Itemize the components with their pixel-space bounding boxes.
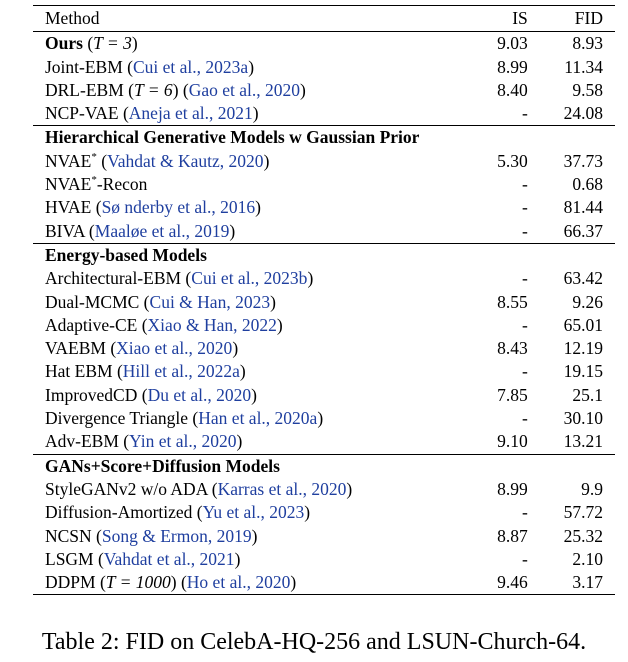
is-value: - xyxy=(521,314,528,335)
citation-link: Sø nderby et al., 2016 xyxy=(101,197,256,218)
citation-close: ) xyxy=(252,103,259,124)
citation-close: ) xyxy=(229,220,236,241)
citation-close: ) xyxy=(300,79,306,100)
results-table-body xyxy=(33,6,615,595)
is-value: 8.99 xyxy=(497,56,528,77)
fid-value: 2.10 xyxy=(572,548,603,569)
table-row xyxy=(33,196,615,219)
fid-value: 81.44 xyxy=(563,197,603,218)
method-name-bold: Ours xyxy=(45,33,83,54)
method-name: Divergence Triangle ( xyxy=(45,408,199,429)
method-cell xyxy=(33,267,479,290)
header-fid: FID xyxy=(528,6,615,32)
citation-link: Yu et al., 2023 xyxy=(202,502,305,523)
fid-value: 12.19 xyxy=(563,338,603,359)
is-value: - xyxy=(521,220,528,241)
citation-link: Cui et al., 2023a xyxy=(133,56,249,77)
citation-link: Cui & Han, 2023 xyxy=(149,291,271,312)
citation-link: Vahdat & Kautz, 2020 xyxy=(107,150,264,171)
citation-close: ) xyxy=(346,478,353,499)
section-title-spacer xyxy=(479,126,528,150)
citation-link: Xiao et al., 2020 xyxy=(116,338,233,359)
method-param: T = 1000 xyxy=(105,572,171,593)
table-row xyxy=(33,478,615,501)
results-table-container xyxy=(33,5,615,595)
table-row xyxy=(33,267,615,290)
citation-link: Aneja et al., 2021 xyxy=(128,103,253,124)
is-value: - xyxy=(521,408,528,429)
is-value: - xyxy=(521,174,528,195)
method-name: Adaptive-CE ( xyxy=(45,314,148,335)
header-method: Method xyxy=(33,6,479,32)
fid-value: 9.9 xyxy=(581,478,603,499)
method-name: Architectural-EBM ( xyxy=(45,268,192,289)
table-row xyxy=(33,173,615,196)
fid-value: 8.93 xyxy=(528,32,615,56)
method-cell xyxy=(33,173,479,196)
section-title-spacer xyxy=(528,243,615,267)
method-cell xyxy=(33,430,479,454)
table-row xyxy=(33,548,615,571)
table-row xyxy=(33,360,615,383)
method-name: VAEBM ( xyxy=(45,338,117,359)
method-name: Hat EBM ( xyxy=(45,361,123,382)
table-row xyxy=(33,314,615,337)
table-caption: Table 2: FID on CelebA-HQ-256 and LSUN-Church-64. xyxy=(41,629,587,655)
citation-link: Xiao & Han, 2022 xyxy=(147,314,277,335)
citation-close: ) xyxy=(251,525,258,546)
fid-value: 65.01 xyxy=(563,314,603,335)
table-row xyxy=(33,337,615,360)
is-value: 8.99 xyxy=(497,478,528,499)
citation-close: ) xyxy=(248,56,255,77)
method-cell xyxy=(33,196,479,219)
fid-value: 30.10 xyxy=(563,408,603,429)
citation-close: ) xyxy=(290,572,297,593)
method-name: Dual-MCMC ( xyxy=(45,291,150,312)
citation-close: ) xyxy=(236,431,243,452)
method-cell xyxy=(33,79,479,102)
method-superscript: * xyxy=(91,174,97,187)
method-name-suffix: ( xyxy=(96,150,108,171)
is-value: - xyxy=(521,103,528,124)
method-cell xyxy=(33,56,479,79)
section-title-spacer xyxy=(528,126,615,150)
citation-close: ) xyxy=(317,408,324,429)
method-name-suffix: ) ( xyxy=(170,572,187,593)
fid-value: 63.42 xyxy=(563,268,603,289)
table-row xyxy=(33,430,615,454)
citation-close: ) xyxy=(232,338,239,359)
section-title-spacer xyxy=(479,243,528,267)
fid-value: 25.1 xyxy=(572,384,603,405)
citation-link: Han et al., 2020a xyxy=(198,408,318,429)
table-row xyxy=(33,571,615,595)
fid-value: 37.73 xyxy=(563,150,603,171)
results-table xyxy=(33,5,615,595)
method-cell xyxy=(33,478,479,501)
method-name-suffix: -Recon xyxy=(96,174,148,195)
table-row xyxy=(33,102,615,126)
method-cell xyxy=(33,220,479,244)
citation-close: ) xyxy=(307,268,314,289)
method-name: HVAE ( xyxy=(45,197,102,218)
method-name: ( xyxy=(82,33,94,54)
method-name: BIVA ( xyxy=(45,220,95,241)
header-is: IS xyxy=(479,6,528,32)
section-title: Energy-based Models xyxy=(33,243,479,267)
citation-close: ) xyxy=(304,502,311,523)
citation-link: Karras et al., 2020 xyxy=(217,478,347,499)
is-value: 9.10 xyxy=(497,431,528,452)
section-title: Hierarchical Generative Models w Gaussian Prior xyxy=(33,126,479,150)
method-param: T = 3 xyxy=(93,33,132,54)
method-name: NCSN ( xyxy=(45,525,102,546)
is-value: 5.30 xyxy=(497,150,528,171)
method-cell xyxy=(33,525,479,548)
citation-close: ) xyxy=(276,314,283,335)
is-value: - xyxy=(521,268,528,289)
is-value: - xyxy=(521,361,528,382)
citation-close: ) xyxy=(239,361,246,382)
citation-link: Hill et al., 2022a xyxy=(122,361,240,382)
method-cell xyxy=(33,291,479,314)
table-row xyxy=(33,407,615,430)
method-name: Adv-EBM ( xyxy=(45,431,130,452)
table-row xyxy=(33,501,615,524)
fid-value: 9.58 xyxy=(572,79,603,100)
method-name-suffix: ) xyxy=(131,33,138,54)
is-value: 8.40 xyxy=(497,79,528,100)
method-name: Joint-EBM ( xyxy=(45,56,133,77)
citation-link: Yin et al., 2020 xyxy=(129,431,237,452)
method-cell xyxy=(33,360,479,383)
is-value: 7.85 xyxy=(497,384,528,405)
citation-close: ) xyxy=(255,197,261,218)
is-value: 8.43 xyxy=(497,338,528,359)
method-cell xyxy=(33,102,479,126)
method-name: NVAE xyxy=(45,174,92,195)
method-cell xyxy=(33,571,479,595)
method-param: T = 6 xyxy=(133,79,173,100)
fid-value: 66.37 xyxy=(563,220,603,241)
table-header-row xyxy=(33,6,615,32)
citation-close: ) xyxy=(263,150,270,171)
is-value: - xyxy=(521,197,528,218)
table-row xyxy=(33,56,615,79)
table-row xyxy=(33,384,615,407)
citation-link: Du et al., 2020 xyxy=(147,384,252,405)
section-title-row xyxy=(33,454,615,478)
citation-link: Vahdat et al., 2021 xyxy=(103,548,235,569)
method-cell xyxy=(33,337,479,360)
is-value: 8.87 xyxy=(497,525,528,546)
fid-value: 9.26 xyxy=(572,291,603,312)
is-value: 9.03 xyxy=(479,32,528,56)
method-cell xyxy=(33,150,479,173)
section-title-row xyxy=(33,243,615,267)
method-name: ImprovedCD ( xyxy=(45,384,148,405)
method-name: NCP-VAE ( xyxy=(45,103,129,124)
fid-value: 13.21 xyxy=(563,431,603,452)
fid-value: 24.08 xyxy=(563,103,603,124)
method-name: DDPM ( xyxy=(45,572,106,593)
citation-link: Ho et al., 2020 xyxy=(186,572,291,593)
method-name: NVAE xyxy=(45,150,92,171)
is-value: - xyxy=(521,502,528,523)
table-row xyxy=(33,291,615,314)
method-cell xyxy=(33,384,479,407)
citation-close: ) xyxy=(270,291,276,312)
method-superscript: * xyxy=(91,150,97,163)
table-row xyxy=(33,525,615,548)
fid-value: 3.17 xyxy=(528,571,615,595)
fid-value: 25.32 xyxy=(563,525,603,546)
citation-link: Gao et al., 2020 xyxy=(188,79,301,100)
citation-link: Cui et al., 2023b xyxy=(191,268,308,289)
section-title: GANs+Score+Diffusion Models xyxy=(33,454,479,478)
method-cell xyxy=(33,32,479,56)
table-row xyxy=(33,32,615,56)
fid-value: 0.68 xyxy=(572,174,603,195)
is-value: - xyxy=(521,548,528,569)
table-row xyxy=(33,150,615,173)
citation-close: ) xyxy=(234,548,241,569)
section-title-spacer xyxy=(528,454,615,478)
method-cell xyxy=(33,407,479,430)
is-value: 9.46 xyxy=(479,571,528,595)
method-name: DRL-EBM ( xyxy=(45,79,134,100)
fid-value: 11.34 xyxy=(564,56,603,77)
citation-close: ) xyxy=(251,384,257,405)
is-value: 8.55 xyxy=(497,291,528,312)
method-name-suffix: ) ( xyxy=(172,79,189,100)
method-name: Diffusion-Amortized ( xyxy=(45,502,203,523)
citation-link: Maaløe et al., 2019 xyxy=(94,220,230,241)
method-cell xyxy=(33,548,479,571)
method-cell xyxy=(33,314,479,337)
section-title-row xyxy=(33,126,615,150)
fid-value: 19.15 xyxy=(563,361,603,382)
table-row xyxy=(33,220,615,244)
method-cell xyxy=(33,501,479,524)
section-title-spacer xyxy=(479,454,528,478)
fid-value: 57.72 xyxy=(563,502,603,523)
table-row xyxy=(33,79,615,102)
method-name: LSGM ( xyxy=(45,548,104,569)
method-name: StyleGANv2 w/o ADA ( xyxy=(45,478,218,499)
citation-link: Song & Ermon, 2019 xyxy=(101,525,252,546)
